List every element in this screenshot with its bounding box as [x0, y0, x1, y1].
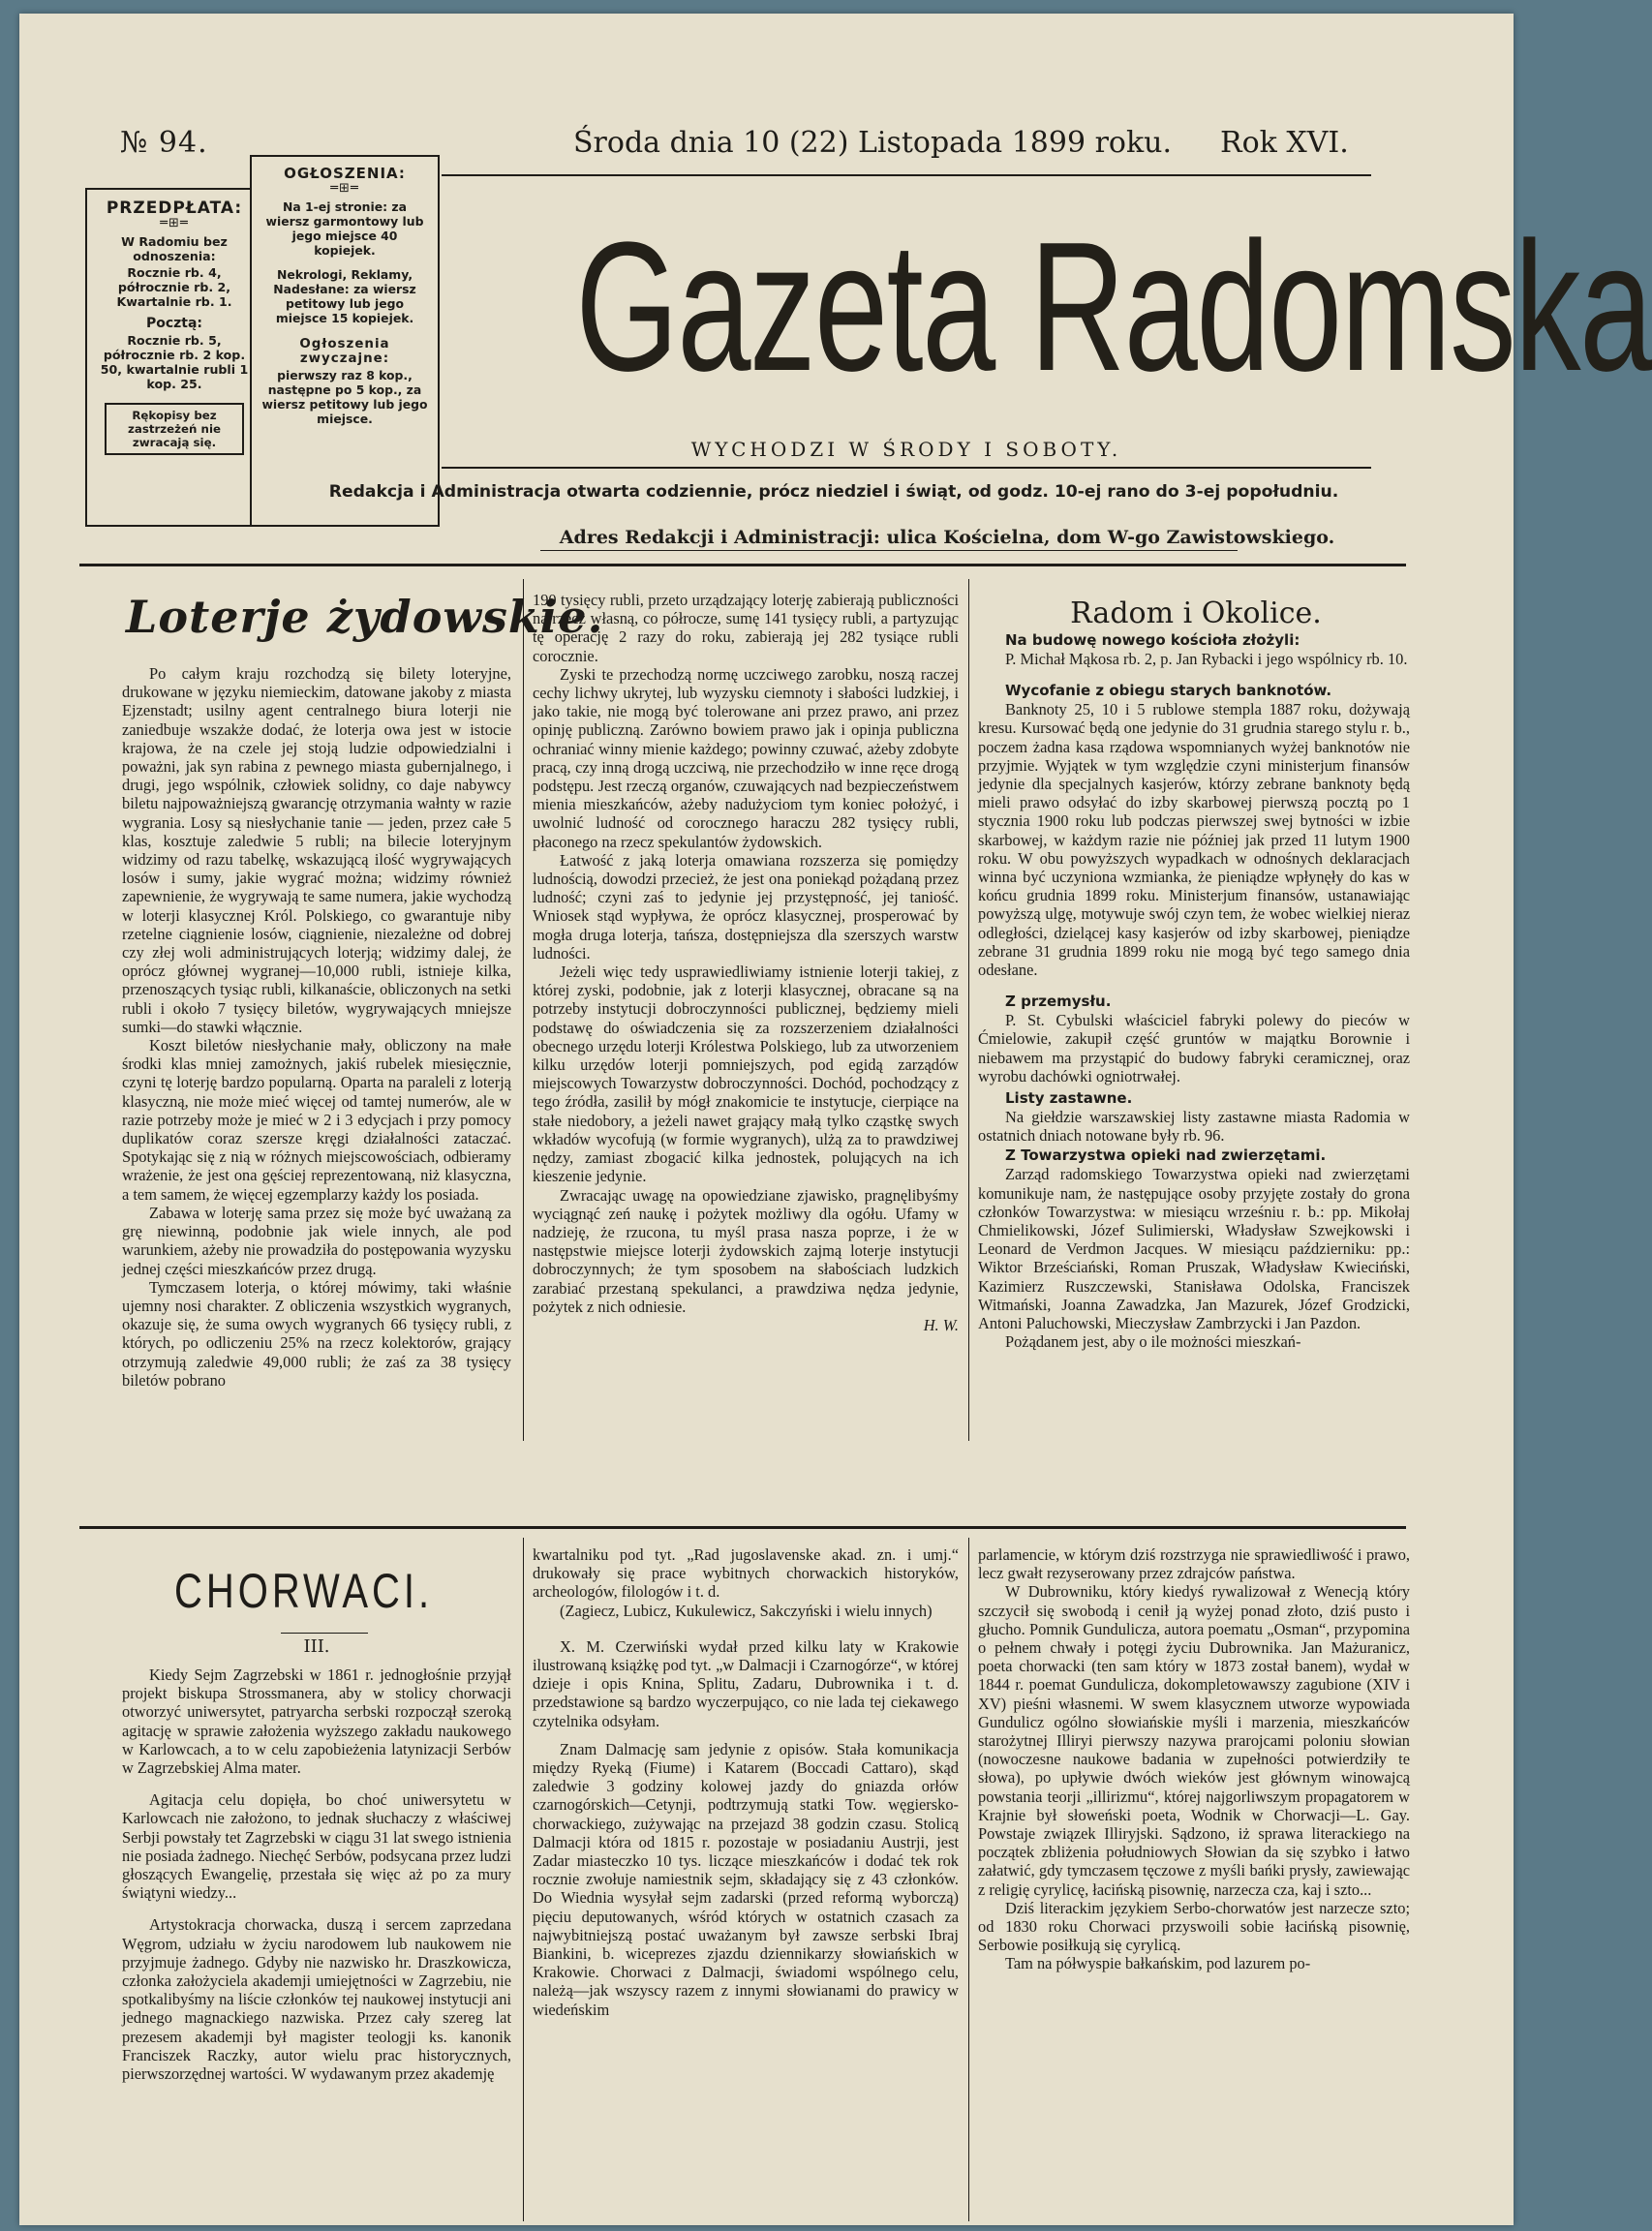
paragraph: Artystokracja chorwacka, duszą i sercem zaprzedana Węgrom, udziału w życiu narodowem lub naukowem nie przyjmuje żadnego. Gdyby nie nazwisko hr. Draszkowicza, członka założyciela akademji umiejętności w Zagrzebiu, nie spotkalibyśmy na liście członków tej naukowej instytucji ani jednego magnackiego nazwiska. Przez cały szereg lat prezesem akademji był magister teologji ks. kanonik Franciszek Raczky, autor wielu prac historycznych, pierwszorzędnej wartości. W wydawanym przez akademję	[122, 1915, 511, 2084]
address-rule	[540, 550, 1238, 551]
paragraph: 190 tysięcy rubli, przeto urządzający loterję zabierają publiczności na rzecz własną, co półrocze, sumę 141 tysięcy rubli, a partyzując tę operację 2 razy do roku, zabierają jej 282 tysiące rubli corocznie.	[533, 591, 959, 665]
subscription-post-prices: Rocznie rb. 5, półrocznie rb. 2 kop. 50, kwartalnie rubli 1 kop. 25.	[100, 333, 249, 391]
croats-article-title: CHORWACI.	[174, 1564, 434, 1618]
croats-article-col2	[533, 1545, 959, 2221]
croats-article-col1	[122, 1666, 511, 2221]
news-heading: Wycofanie z obiegu starych banknotów.	[1005, 682, 1332, 700]
subscription-local-heading: W Radomiu bez odnoszenia:	[121, 234, 228, 263]
news-text: Banknoty 25, 10 i 5 rublowe stempla 1887 roku, dożywają kresu. Kursować będą one jedynie do 31 grudnia starego stylu r. b., poczem żadna kasa rządowa wspomnianych wyżej banknotów nie przyjmie. Wyjątek w tym względzie czyni ministerjum finansów jedynie dla specjalnych kasjerów, którzy zebrane banknoty będą mieli prawo odsyłać do izby skarbowej pierwszą pocztą po 1 stycznia 1900 roku lub podczas pierwszej swej bytności w izbie skarbowej, w każdym razie nie później jak przed 11 lutym 1900 roku. W obu powyższych wypadkach w odnośnych deklaracjach winna być uczyniona wzmianka, że pieniądze wpłynęły do kas w końcu grudnia 1899 roku. Ministerjum finansów, ustanawiając powyższą ulgę, motywuje swój czyn tem, że wobec wielkiej nieraz odległości, dzielącej kasy kasjerów od izby skarbowej, pieniądze zebrane 31 grudnia 1899 roku nie mogą być tego samego dnia odesłane.	[978, 700, 1410, 980]
paragraph: parlamencie, w którym dziś rozstrzyga nie sprawiedliwość i prawo, lecz gwałt rezyserowany przez zdrajców państwa.	[978, 1545, 1410, 1583]
lottery-article-col1	[122, 664, 511, 1439]
paragraph: (Zagiecz, Lubicz, Kukulewicz, Sakczyński i wielu innych)	[560, 1601, 933, 1620]
paragraph: kwartalniku pod tyt. „Rad jugoslavenske akad. zn. i umj.“ drukowały się prace wybitnych chorwackich historyków, archeologów, filologów i t. d.	[533, 1545, 959, 1602]
paragraph: Tymczasem loterja, o której mówimy, taki właśnie ujemny nosi charakter. Z obliczenia wszystkich wygranych, okazuje się, że suma owych wygranych 66 tysięcy rubli, z których, po odliczeniu 25% na rzecz kolektorów, grający otrzymują zaledwie 49,000 rubli; że zaś za 38 tysięcy biletów pobrano	[122, 1277, 511, 1390]
ornament-icon: ═⊞═	[160, 216, 189, 230]
news-heading: Na budowę nowego kościoła złożyli:	[1005, 631, 1300, 649]
ads-obituaries: Nekrologi, Reklamy, Nadesłane: za wiersz petitowy lub jego miejsce 15 kopiejek.	[273, 267, 416, 325]
paragraph: Koszt biletów niesłychanie mały, obliczony na małe środki klas mniej zamożnych, jakiś rubelek miesięcznie, czyni tę loterję bardzo popularną. Oparta na paraleli z loterją klasyczną, nie może mieć więcej od tamtej numerów, ale w razie potrzeby może je mieć w 2 i 3 edycjach i przy pomocy duplikatów coraz szersze kręgi działalności zataczać. Spotykając się z nią w różnych miejscowościach, odbieramy wrażenie, że jest ona gęściej reprezentowaną, niż klasyczna, a tem samem, że więcej egzemplarzy każdy los posiada.	[122, 1036, 511, 1204]
ads-ordinary-prices: pierwszy raz 8 kop., następne po 5 kop., za wiersz petitowy lub jego miejsce.	[261, 368, 428, 426]
croats-article-col3	[978, 1545, 1410, 2221]
paragraph: Po całym kraju rozchodzą się bilety loteryjne, drukowane w języku niemieckim, datowane jakoby z miasta Ejzenstadt; usilny agent centralnego biura loterji nie zaniedbuje wszakże dodać, że loterja owa jest w istocie krajowa, że na czele jej stoją ludzie odpowiedzialni i poważni, jak syn rabina z pewnego miasta gubernjalnego, i drugi, jego wspólnik, człowiek solidny, co daje nabywcy biletu najpoważniejszą gwarancję otrzymania wałnty w razie wygrania. Losy są niesłychanie tanie — jeden, przez całe 5 klas, kosztuje zaledwie 5 rubli; na bilecie loteryjnym widzimy od razu tabelkę, wskazującą ilość wygrywających losów i sumy, jakie wygrać można; widzimy również zapewnienie, że wygrywają te same numera, jakie wychodzą w loterji klasycznej Król. Polskiego, co gwarantuje niby rzetelne ciągnienie losów, ciągnienie, niezależne od dobrej czy złej woli administrujących loterją; widzimy dalej, że oprócz głównej wygranej—10,000 rubli, istnieje kilka, przenoszących tysiąc rubli, kilkanaście, obliczonych na setki rubli i około 7 tysięcy biletów, wygrywających mniejsze sumki—do stawki włącznie.	[122, 664, 511, 1036]
ads-box	[250, 155, 440, 527]
paragraph: Zwracając uwagę na opowiedziane zjawisko, pragnęlibyśmy wyciągnąć zeń naukę i pożytek możliwy dla ogółu. Ufamy w nadzieję, że rzucona, tu myśl prasa nasza poprze, i że w następstwie miejsce loterji żydowskich zajmą loterje instytucji dobroczynnych; że tym sposobem na słabościach ludzkich zarabiać przestaną spekulanci, a prawdziwa nędza jedynie, pożytek z nich odniesie.	[533, 1185, 959, 1316]
signature: H. W.	[923, 1315, 959, 1334]
issue-number: № 94.	[120, 126, 208, 160]
subscription-post-heading: Pocztą:	[145, 316, 203, 331]
paragraph: Zyski te przechodzą normę uczciwego zarobku, noszą raczej cechy lichwy ukrytej, lub wyzysku ciemnoty i słabości ludzkiej, i jako takie, nie mogą być tolerowane ani przez prawo, ani przez opinję publiczną. Zarówno bowiem prawo jak i opinja publiczna ochraniać winny mienie każdego; powinny czuwać, ażeby zdobyte pracą, czy inną drogą uczciwą, nie przechodziło w inne ręce drogą podstępu. Jest rzeczą organów, czuwających nad bezpieczeństwem mienia mieszkańców, ażeby nadużyciom tym koniec położyć, i uwolnić ludność od corocznego haraczu 282 tysięcy rubli, płaconego na rzecz spekulantów żydowskich.	[533, 664, 959, 851]
local-news-title: Radom i Okolice.	[1070, 596, 1322, 630]
manuscripts-note: Rękopisy bez zastrzeżeń nie zwracają się.	[105, 403, 244, 455]
title-bottom-rule	[442, 467, 1371, 469]
column-divider	[968, 579, 969, 1441]
news-text: P. St. Cybulski właściciel fabryki polewy do pieców w Ćmielowie, zakupił część gruntów w majątku Borownie i niebawem ma przystąpić do budowy fabryki ceramicznej, oraz wyrobu dachówki ogniotrwałej.	[978, 1011, 1410, 1085]
paragraph: Zabawa w loterję sama przez się może być uważaną za grę niewinną, podobnie jak wiele innych, ale pod warunkiem, ażeby nie prowadziła do postępowania wyzysku jednej części mieszkańców przez drugą.	[122, 1203, 511, 1278]
ads-title: OGŁOSZENIA:	[284, 165, 406, 182]
newspaper-title: Gazeta Radomska	[575, 204, 1652, 410]
news-heading: Listy zastawne.	[1005, 1089, 1133, 1108]
paragraph: Agitacja celu dopięła, bo choć uniwersytetu w Karlowcach nie założono, to jednak słuchaczy z właściwej Serbji powstały tet Zagrzebski w ciągu 31 lat swego istnienia nie posiada żadnego. Niechęć Serbów, podsycana przez ludzi głoszących Ewangelię, przestała się więc aż po za mury świątyni wiedzy...	[122, 1790, 511, 1903]
ornament-icon: ═⊞═	[330, 181, 359, 196]
news-heading: Z przemysłu.	[1005, 993, 1112, 1011]
paragraph: X. M. Czerwiński wydał przed kilku laty w Krakowie ilustrowaną książkę pod tyt. „w Dalmacji i Czarnogórze“, w której dzieje i opis Knina, Splitu, Zadaru, Dubrownika i t. d. przedstawione są bardzo wyczerpująco, co nie lada tej ciekawego czytelnika odsyłam.	[533, 1636, 959, 1730]
ads-front-page: Na 1-ej stronie: za wiersz garmontowy lub jego miejsce 40 kopiejek.	[265, 199, 424, 258]
paragraph: Łatwość z jaką loterja omawiana rozszerza się pomiędzy ludnością, dowodzi przecież, że jest ona poniekąd pożądaną przez ludność; czyni zaś to jedynie jej przystępność, jej taniość. Wniosek stąd wypływa, że oprócz klasycznej, prosperować by mogła druga loterja, tańsza, dostępniejsza dla szerszych warstw ludności.	[533, 850, 959, 963]
column-divider	[523, 579, 524, 1441]
paragraph: W Dubrowniku, który kiedyś rywalizował z Wenecją który szczycił się swobodą i cenił ją wyżej ponad złoto, dziś pusto i głucho. Pomnik Gundulicza, autora poematu „Osman“, przypomina o pełnem chwały i potęgi życiu Dubrownika. Jan Mażuranicz, poeta chorwacki (ten sam który w 1873 został banem), wydał w 1844 r. poemat Gundulicza, dokompletowawszy zagubione (XIV i XV) pieśni własnemi. W swem klasycznem utworze wypowiada Gundulicz ogólno słowiańskie myśli i marzenia, mieszkańców starożytnej Illiryi pierwszy nazywa prarojcami poloniu słowian (nowoczesne naukowe badania w zupełności potwierdziły te słowa), po upływie dwóch wieków jest głównym winowajcą powstania teorji „illirizmu“, której najgorliwszym propagatorem w Krajnie był słoweński poeta, Wodnik w Chorwacji—L. Gay. Powstaje związek Illiryjski. Sądzono, iż sprawa literackiego na początek zbliżenia południowych Słowian da się szybko i łatwo załatwić, gdy tymczasem tęczowe z myśli bańki prysły, zawiewając z religię cyrylicę, łacińską pisownię, narzecza cza, kaj i szto...	[978, 1582, 1410, 1899]
news-text: Na giełdzie warszawskiej listy zastawne miasta Radomia w ostatnich dniach notowane były rb. 96.	[978, 1108, 1410, 1146]
column-divider	[968, 1538, 969, 2221]
address-line: Adres Redakcji i Administracji: ulica Kościelna, dom W-go Zawistowskiego.	[559, 527, 1335, 548]
lottery-article-col2	[533, 591, 959, 1439]
paragraph: Dziś literackim językiem Serbo-chorwatów jest narzecze szto; od 1830 roku Chorwaci przyswoili sobie łacińską pisownię, Serbowie posiłkują się cyrylicą.	[978, 1898, 1410, 1955]
ads-ordinary-heading: Ogłoszenia zwyczajne:	[299, 337, 390, 366]
title-underline	[281, 1633, 368, 1634]
lottery-article-title: Loterje żydowskie.	[126, 591, 604, 643]
news-text: Zarząd radomskiego Towarzystwa opieki nad zwierzętami komunikuje nam, że następujące osoby przyjęte zostały do grona członków Towarzystwa: w miesiącu wrześniu r. b.: pp. Mikołaj Chmielikowski, Józef Sulimierski, Władysław Szwejkowski i Leonard de Verdmon Jacques. W miesiącu październiku: pp.: Wiktor Brześciański, Roman Pruszak, Władysław Kwieciński, Kazimierz Ruszczewski, Stanisława Odolska, Franciszek Witmański, Joanna Zawadzka, Jan Mazurek, Józef Grodzicki, Antoni Paluchowski, Mieczysław Zambrzycki i Jan Pazdon.	[978, 1165, 1410, 1333]
office-hours: Redakcja i Administracja otwarta codziennie, prócz niedziel i świąt, od godz. 10-ej rano do 3-ej popołudniu.	[328, 482, 1339, 502]
subscription-title: PRZEDPŁATA:	[106, 199, 243, 218]
masthead-rule	[79, 564, 1406, 566]
section-rule	[79, 1526, 1406, 1529]
subscription-box	[85, 188, 263, 527]
date-line: Środa dnia 10 (22) Listopada 1899 roku.	[573, 126, 1173, 160]
local-news-col	[978, 631, 1410, 1439]
paragraph: Tam na półwyspie bałkańskim, pod lazurem po-	[1005, 1954, 1311, 1973]
news-heading: Z Towarzystwa opieki nad zwierzętami.	[1005, 1146, 1327, 1165]
paragraph: Jeżeli więc tedy usprawiedliwiamy istnienie loterji takiej, z której zyski, podobnie, jak z loterji klasycznej, obracane są na potrzeby instytucji dobroczynności publicznej, będziemy mieli podstawę do oświadczenia się za rozszerzeniem działalności obecnego urzędu loterji Królestwa Polskiego, lub za utworzeniem kilku urzędów loterji pomniejszych, pod egidą zarządów miejscowych Towarzystw dobroczynności. Dochód, pochodzący z tego źródła, zasilił by mógł znakomicie te instytucje, cierpiące na stałe niedobory, a jeżeli nawet grający małą tylko cząstkę swych wkładów wycofują (w formie wygranych), ulżą za to prawdziwej nędzy, zamiast zbogacić kilka jednostek, polujących na ich kieszenie jedynie.	[533, 963, 959, 1186]
news-text: P. Michał Mąkosa rb. 2, p. Jan Rybacki i jego wspólnicy rb. 10.	[1005, 650, 1408, 668]
paragraph: Znam Dalmację sam jedynie z opisów. Stała komunikacja między Ryeką (Fiume) i Katarem (Boccadi Cattaro), skąd zaledwie 3 godziny kolowej jazdy do gniazda orłów czarnogórskich—Cetynji, podtrzymują statki Tow. węgiersko-chorwackiego, zużywając na przejazd 38 godzin czasu. Stolicą Dalmacji która od 1815 r. pozostaje w posiadaniu Austrji, jest Zadar miasteczko 10 tys. liczące mieszkańców i dodać tek rok rocznie zwołuje namiestnik sejm, składający się z 43 członków. Do Wiednia wysyłał sejm zadarski (przed reformą wyborczą) pięciu deputowanych, wśród których w ostatnich czasach za najwybitniejszą postać uważanym był zawsze serbski Ibraj Biankini, b. wiceprezes zjazdu dziennikarzy słowiańskich w Krakowie. Chorwaci z Dalmacji, świadomi wspólnego celu, należą—jak wszyscy razem z innymi słowianami do prawicy w wiedeńskim	[533, 1739, 959, 2019]
volume: Rok XVI.	[1220, 126, 1349, 160]
column-divider	[523, 1538, 524, 2221]
paragraph: Kiedy Sejm Zagrzebski w 1861 r. jednogłośnie przyjął projekt biskupa Strossmanera, aby w stolicy chorwacji otworzyć uniwersytet, patryarcha serbski rozpoczął szeroką agitację w sprawie założenia wyższego zakładu naukowego w Karlowcach, a to w celu zapobieżenia latynizacji Serbów w Zagrzebskiej Alma mater.	[122, 1666, 511, 1778]
newspaper-subtitle: WYCHODZI W ŚRODY I SOBOTY.	[690, 438, 1122, 461]
subscription-local-prices: Rocznie rb. 4, półrocznie rb. 2, Kwartalnie rb. 1.	[116, 265, 232, 309]
croats-part-number: III.	[303, 1636, 330, 1657]
newspaper-page	[19, 14, 1652, 2225]
news-text: Pożądanem jest, aby o ile możności mieszkań-	[1005, 1332, 1301, 1352]
